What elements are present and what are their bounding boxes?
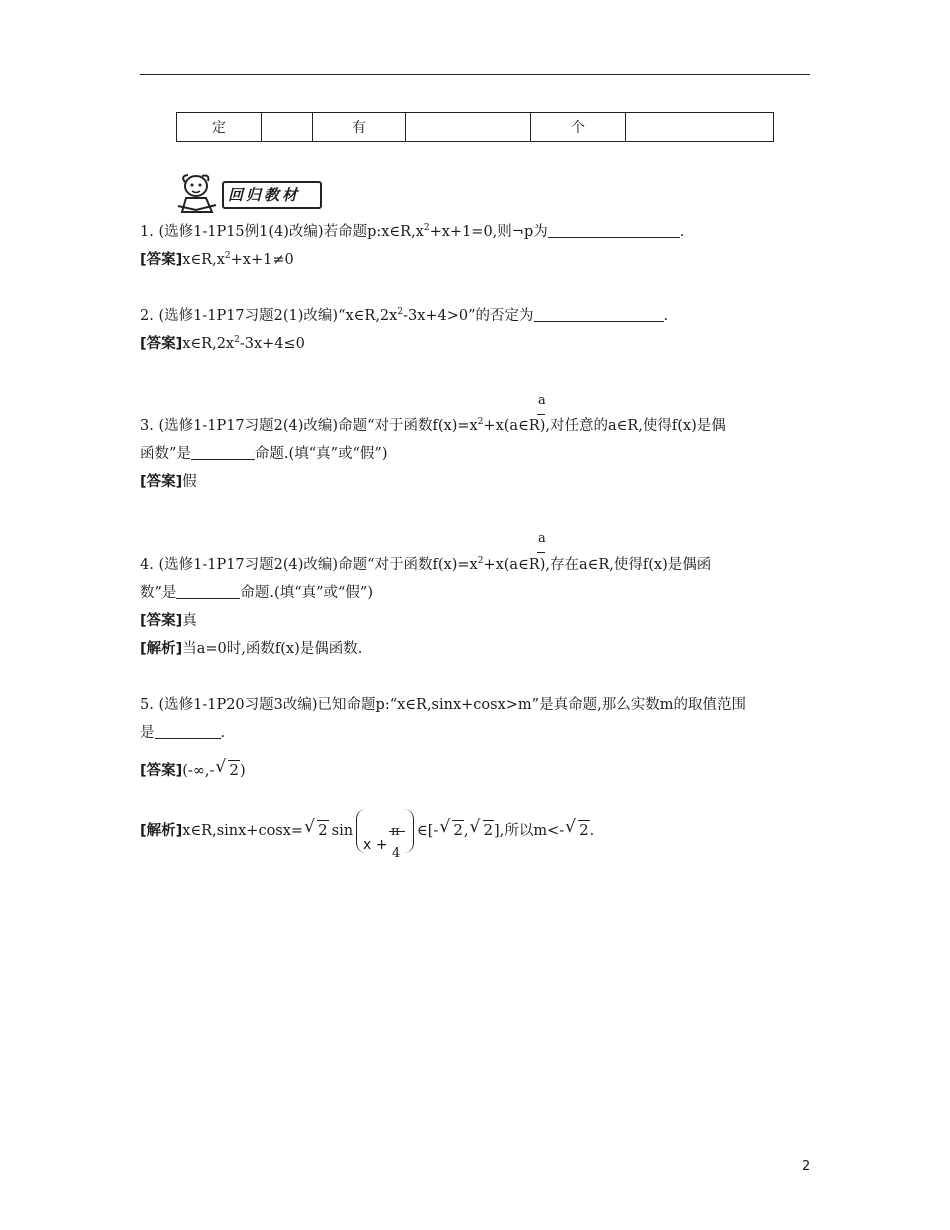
analysis-4: [解析]当a=0时,函数f(x)是偶函数.: [140, 641, 363, 657]
page-number: 2: [802, 1159, 811, 1174]
paren-expression: x + π 4: [356, 809, 414, 853]
sqrt-2: √ 2: [470, 808, 495, 853]
section-badge: [172, 172, 322, 212]
sqrt-2: √ 2: [439, 808, 464, 853]
analysis-5: [解析]x∈R,sinx+cosx=√ 2 sin x + π 4 ∈[-√ 2,√ 2],所以m<-√ 2.: [140, 808, 594, 853]
answer-5: [答案](-∞,-√ 2): [140, 760, 246, 781]
answer-blank: [176, 584, 240, 599]
question-5-continued: 是 .: [140, 725, 226, 741]
table-cell: [626, 113, 774, 142]
question-3: 3. (选修1-1P17习题2(4)改编)命题“对于函数$f(x)=x^2+x(a\in R)$,对任意的a∈R,使得f(x)是偶: [140, 417, 726, 434]
header-table: [176, 112, 774, 142]
answer-1: [答案]$x\in R,x^2+x+1\ne 0$: [140, 251, 294, 268]
section-title: 回归教材: [228, 186, 301, 204]
fraction-bar: [537, 414, 545, 415]
answer-2: [答案]$x\in R,2x^2-3x+4\le 0$: [140, 335, 305, 352]
question-4-continued: 数”是 命题.(填“真”或“假”): [140, 585, 373, 601]
answer-blank: [548, 223, 680, 238]
question-2: 2. (选修1-1P17习题2(1)改编)“$x\in R,2x^2-3x+4>0$”的否定为 .: [140, 307, 669, 324]
fraction-bar: [537, 552, 545, 553]
question-5: 5. (选修1-1P20习题3改编)已知命题p:“x∈R,sinx+cosx>m”是真命题,那么实数m的取值范围: [140, 697, 746, 713]
table-cell: 有: [313, 113, 406, 142]
answer-blank: [155, 724, 221, 739]
question-1: 1. (选修1-1P15例1(4)改编)若命题$p:x\in R,x^2+x+1=0$,则¬p为 .: [140, 223, 685, 240]
answer-blank: [534, 307, 664, 322]
answer-4: [答案]真: [140, 613, 197, 629]
table-cell: [406, 113, 531, 142]
sqrt-2: √ 2: [565, 808, 590, 853]
fraction-numerator: a: [538, 393, 546, 408]
header-rule: [140, 74, 810, 75]
table-cell: [262, 113, 313, 142]
sqrt-2: √ 2: [215, 760, 240, 781]
table-cell: 个: [531, 113, 626, 142]
sqrt-2: √ 2: [304, 808, 329, 853]
answer-blank: [191, 445, 255, 460]
answer-3: [答案]假: [140, 474, 197, 490]
table-cell: 定: [177, 113, 262, 142]
question-4: 4. (选修1-1P17习题2(4)改编)命题“对于函数$f(x)=x^2+x(a\in R)$,存在a∈R,使得f(x)是偶函: [140, 556, 712, 573]
question-3-continued: 函数”是 命题.(填“真”或“假”): [140, 446, 388, 462]
fraction-numerator: a: [538, 531, 546, 546]
